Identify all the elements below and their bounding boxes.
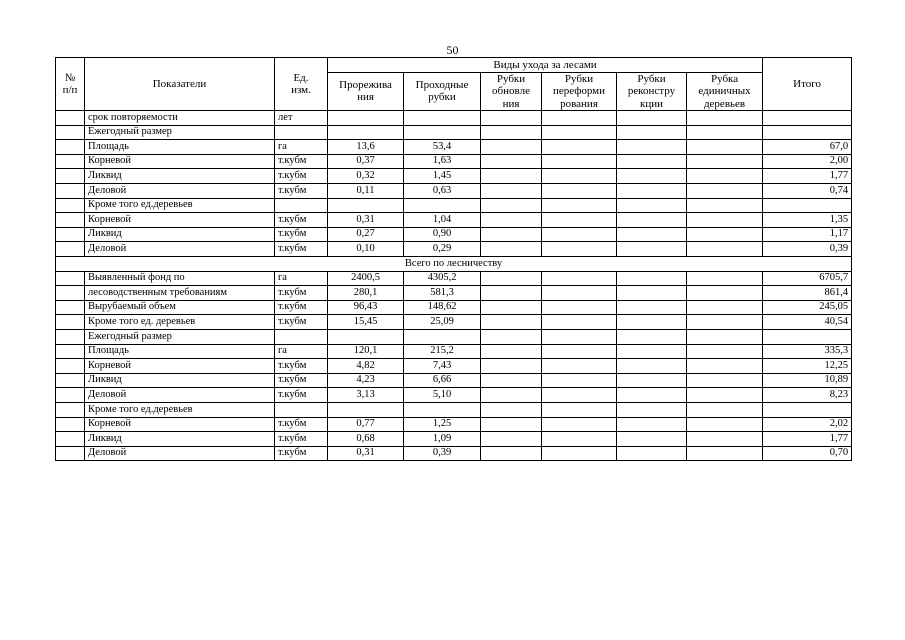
edinichnykh-value <box>687 198 763 213</box>
pereformirovaniya-value <box>542 242 617 257</box>
prokhodnye-value: 1,04 <box>404 213 481 228</box>
table-row <box>56 432 852 447</box>
obnovleniya-value <box>481 286 542 301</box>
row-number-cell <box>56 286 85 301</box>
row-number-cell <box>56 432 85 447</box>
table-row <box>56 111 852 126</box>
indicator-cell: Выявленный фонд по <box>85 271 275 286</box>
row-number-cell <box>56 213 85 228</box>
prorezhivaniya-value: 4,23 <box>328 373 404 388</box>
rekonstruktsii-value <box>617 344 687 359</box>
edinichnykh-value <box>687 446 763 461</box>
table-row <box>56 417 852 432</box>
edinichnykh-value <box>687 359 763 374</box>
pereformirovaniya-value <box>542 300 617 315</box>
unit-cell <box>275 125 328 140</box>
pereformirovaniya-value <box>542 140 617 155</box>
table-row <box>56 154 852 169</box>
prokhodnye-value: 1,45 <box>404 169 481 184</box>
edinichnykh-value <box>687 300 763 315</box>
rekonstruktsii-value <box>617 213 687 228</box>
pereformirovaniya-value <box>542 344 617 359</box>
row-number-cell <box>56 125 85 140</box>
edinichnykh-value <box>687 125 763 140</box>
pereformirovaniya-value <box>542 330 617 345</box>
obnovleniya-value <box>481 417 542 432</box>
table-row <box>56 213 852 228</box>
unit-cell: т.кубм <box>275 359 328 374</box>
unit-cell: га <box>275 271 328 286</box>
prorezhivaniya-value: 2400,5 <box>328 271 404 286</box>
prokhodnye-value: 1,25 <box>404 417 481 432</box>
table-row <box>56 388 852 403</box>
prorezhivaniya-value <box>328 330 404 345</box>
unit-cell: т.кубм <box>275 446 328 461</box>
obnovleniya-value <box>481 213 542 228</box>
header-pereformirovaniya: Рубки переформи рования <box>542 72 617 111</box>
obnovleniya-value <box>481 359 542 374</box>
edinichnykh-value <box>687 402 763 417</box>
rekonstruktsii-value <box>617 227 687 242</box>
table-row <box>56 227 852 242</box>
unit-cell <box>275 402 328 417</box>
total-value: 861,4 <box>763 286 852 301</box>
obnovleniya-value <box>481 140 542 155</box>
section-title: Всего по лесничеству <box>56 257 852 272</box>
total-value: 10,89 <box>763 373 852 388</box>
rekonstruktsii-value <box>617 300 687 315</box>
obnovleniya-value <box>481 373 542 388</box>
pereformirovaniya-value <box>542 432 617 447</box>
total-value <box>763 111 852 126</box>
unit-cell: га <box>275 140 328 155</box>
prokhodnye-value: 215,2 <box>404 344 481 359</box>
prokhodnye-value <box>404 111 481 126</box>
total-value: 2,00 <box>763 154 852 169</box>
prorezhivaniya-value: 0,77 <box>328 417 404 432</box>
indicator-cell: лесоводственным требованиям <box>85 286 275 301</box>
prorezhivaniya-value: 0,27 <box>328 227 404 242</box>
obnovleniya-value <box>481 315 542 330</box>
header-care-types: Виды ухода за лесами <box>328 58 763 73</box>
prokhodnye-value: 53,4 <box>404 140 481 155</box>
prokhodnye-value <box>404 330 481 345</box>
rekonstruktsii-value <box>617 154 687 169</box>
prorezhivaniya-value <box>328 198 404 213</box>
indicator-cell: Вырубаемый объем <box>85 300 275 315</box>
unit-cell: га <box>275 344 328 359</box>
prorezhivaniya-value: 0,31 <box>328 213 404 228</box>
indicator-cell: Корневой <box>85 154 275 169</box>
unit-cell: т.кубм <box>275 432 328 447</box>
prokhodnye-value: 4305,2 <box>404 271 481 286</box>
prorezhivaniya-value <box>328 125 404 140</box>
obnovleniya-value <box>481 344 542 359</box>
prokhodnye-value: 148,62 <box>404 300 481 315</box>
rekonstruktsii-value <box>617 111 687 126</box>
table-row <box>56 184 852 199</box>
prokhodnye-value: 0,39 <box>404 446 481 461</box>
pereformirovaniya-value <box>542 125 617 140</box>
total-value: 6705,7 <box>763 271 852 286</box>
obnovleniya-value <box>481 169 542 184</box>
total-value: 2,02 <box>763 417 852 432</box>
rekonstruktsii-value <box>617 286 687 301</box>
pereformirovaniya-value <box>542 446 617 461</box>
prokhodnye-value: 0,63 <box>404 184 481 199</box>
prokhodnye-value: 0,90 <box>404 227 481 242</box>
table-row <box>56 198 852 213</box>
pereformirovaniya-value <box>542 286 617 301</box>
header-num: № п/п <box>56 58 85 111</box>
rekonstruktsii-value <box>617 402 687 417</box>
edinichnykh-value <box>687 330 763 345</box>
total-value: 1,17 <box>763 227 852 242</box>
row-number-cell <box>56 359 85 374</box>
prorezhivaniya-value: 4,82 <box>328 359 404 374</box>
table-row <box>56 330 852 345</box>
total-value <box>763 402 852 417</box>
obnovleniya-value <box>481 125 542 140</box>
total-value: 0,74 <box>763 184 852 199</box>
indicator-cell: Ежегодный размер <box>85 125 275 140</box>
indicator-cell: Корневой <box>85 359 275 374</box>
unit-cell: т.кубм <box>275 417 328 432</box>
indicator-cell: Ликвид <box>85 227 275 242</box>
indicator-cell: Ежегодный размер <box>85 330 275 345</box>
rekonstruktsii-value <box>617 271 687 286</box>
edinichnykh-value <box>687 373 763 388</box>
edinichnykh-value <box>687 111 763 126</box>
page-number: 50 <box>446 43 459 57</box>
row-number-cell <box>56 344 85 359</box>
edinichnykh-value <box>687 286 763 301</box>
indicator-cell: срок повторяемости <box>85 111 275 126</box>
unit-cell: т.кубм <box>275 373 328 388</box>
row-number-cell <box>56 169 85 184</box>
table-row <box>56 125 852 140</box>
pereformirovaniya-value <box>542 402 617 417</box>
prorezhivaniya-value: 0,10 <box>328 242 404 257</box>
rekonstruktsii-value <box>617 140 687 155</box>
unit-cell: лет <box>275 111 328 126</box>
indicator-cell: Корневой <box>85 417 275 432</box>
edinichnykh-value <box>687 432 763 447</box>
row-number-cell <box>56 373 85 388</box>
prorezhivaniya-value: 120,1 <box>328 344 404 359</box>
prorezhivaniya-value: 280,1 <box>328 286 404 301</box>
header-indicators: Показатели <box>85 58 275 111</box>
pereformirovaniya-value <box>542 417 617 432</box>
unit-cell: т.кубм <box>275 300 328 315</box>
unit-cell: т.кубм <box>275 286 328 301</box>
forest-care-table <box>55 57 852 461</box>
row-number-cell <box>56 154 85 169</box>
prokhodnye-value <box>404 125 481 140</box>
total-value: 8,23 <box>763 388 852 403</box>
obnovleniya-value <box>481 446 542 461</box>
prokhodnye-value: 1,63 <box>404 154 481 169</box>
prorezhivaniya-value: 15,45 <box>328 315 404 330</box>
indicator-cell: Деловой <box>85 388 275 403</box>
row-number-cell <box>56 388 85 403</box>
unit-cell: т.кубм <box>275 169 328 184</box>
prorezhivaniya-value: 13,6 <box>328 140 404 155</box>
prokhodnye-value: 6,66 <box>404 373 481 388</box>
unit-cell <box>275 330 328 345</box>
rekonstruktsii-value <box>617 184 687 199</box>
section-row <box>56 257 852 272</box>
obnovleniya-value <box>481 300 542 315</box>
edinichnykh-value <box>687 315 763 330</box>
edinichnykh-value <box>687 213 763 228</box>
row-number-cell <box>56 184 85 199</box>
indicator-cell: Деловой <box>85 446 275 461</box>
row-number-cell <box>56 402 85 417</box>
indicator-cell: Площадь <box>85 140 275 155</box>
prokhodnye-value: 25,09 <box>404 315 481 330</box>
rekonstruktsii-value <box>617 125 687 140</box>
indicator-cell: Корневой <box>85 213 275 228</box>
prokhodnye-value: 5,10 <box>404 388 481 403</box>
table-row <box>56 344 852 359</box>
unit-cell: т.кубм <box>275 213 328 228</box>
obnovleniya-value <box>481 184 542 199</box>
row-number-cell <box>56 315 85 330</box>
rekonstruktsii-value <box>617 198 687 213</box>
row-number-cell <box>56 198 85 213</box>
row-number-cell <box>56 330 85 345</box>
edinichnykh-value <box>687 271 763 286</box>
prokhodnye-value: 0,29 <box>404 242 481 257</box>
indicator-cell: Ликвид <box>85 373 275 388</box>
prokhodnye-value: 1,09 <box>404 432 481 447</box>
prorezhivaniya-value: 3,13 <box>328 388 404 403</box>
row-number-cell <box>56 417 85 432</box>
header-unit: Ед. изм. <box>275 58 328 111</box>
pereformirovaniya-value <box>542 388 617 403</box>
indicator-cell: Деловой <box>85 242 275 257</box>
prorezhivaniya-value <box>328 111 404 126</box>
rekonstruktsii-value <box>617 432 687 447</box>
row-number-cell <box>56 300 85 315</box>
obnovleniya-value <box>481 198 542 213</box>
indicator-cell: Кроме того ед.деревьев <box>85 402 275 417</box>
pereformirovaniya-value <box>542 184 617 199</box>
total-value: 335,3 <box>763 344 852 359</box>
prorezhivaniya-value: 0,31 <box>328 446 404 461</box>
prorezhivaniya-value: 0,11 <box>328 184 404 199</box>
rekonstruktsii-value <box>617 315 687 330</box>
pereformirovaniya-value <box>542 227 617 242</box>
edinichnykh-value <box>687 227 763 242</box>
indicator-cell: Ликвид <box>85 432 275 447</box>
obnovleniya-value <box>481 330 542 345</box>
rekonstruktsii-value <box>617 373 687 388</box>
pereformirovaniya-value <box>542 154 617 169</box>
prokhodnye-value: 7,43 <box>404 359 481 374</box>
table-row <box>56 315 852 330</box>
rekonstruktsii-value <box>617 330 687 345</box>
unit-cell: т.кубм <box>275 242 328 257</box>
pereformirovaniya-value <box>542 359 617 374</box>
total-value: 0,39 <box>763 242 852 257</box>
rekonstruktsii-value <box>617 169 687 184</box>
pereformirovaniya-value <box>542 315 617 330</box>
edinichnykh-value <box>687 242 763 257</box>
header-total: Итого <box>763 58 852 111</box>
row-number-cell <box>56 271 85 286</box>
total-value <box>763 125 852 140</box>
total-value <box>763 330 852 345</box>
edinichnykh-value <box>687 140 763 155</box>
edinichnykh-value <box>687 154 763 169</box>
unit-cell: т.кубм <box>275 227 328 242</box>
header-obnovleniya: Рубки обновле ния <box>481 72 542 111</box>
indicator-cell: Деловой <box>85 184 275 199</box>
obnovleniya-value <box>481 242 542 257</box>
row-number-cell <box>56 111 85 126</box>
unit-cell <box>275 198 328 213</box>
pereformirovaniya-value <box>542 271 617 286</box>
header-rekonstruktsii: Рубки реконстру кции <box>617 72 687 111</box>
indicator-cell: Кроме того ед.деревьев <box>85 198 275 213</box>
unit-cell: т.кубм <box>275 388 328 403</box>
rekonstruktsii-value <box>617 388 687 403</box>
table-row <box>56 373 852 388</box>
total-value: 67,0 <box>763 140 852 155</box>
unit-cell: т.кубм <box>275 154 328 169</box>
prokhodnye-value <box>404 402 481 417</box>
rekonstruktsii-value <box>617 242 687 257</box>
table-row <box>56 402 852 417</box>
header-prokhodnye: Проходные рубки <box>404 72 481 111</box>
edinichnykh-value <box>687 388 763 403</box>
row-number-cell <box>56 140 85 155</box>
indicator-cell: Ликвид <box>85 169 275 184</box>
prorezhivaniya-value: 96,43 <box>328 300 404 315</box>
obnovleniya-value <box>481 154 542 169</box>
header-prorezhivaniya: Прорежива ния <box>328 72 404 111</box>
total-value: 1,35 <box>763 213 852 228</box>
edinichnykh-value <box>687 184 763 199</box>
pereformirovaniya-value <box>542 213 617 228</box>
row-number-cell <box>56 227 85 242</box>
total-value <box>763 198 852 213</box>
table-row <box>56 271 852 286</box>
rekonstruktsii-value <box>617 359 687 374</box>
table-row <box>56 140 852 155</box>
obnovleniya-value <box>481 402 542 417</box>
prokhodnye-value <box>404 198 481 213</box>
total-value: 40,54 <box>763 315 852 330</box>
row-number-cell <box>56 446 85 461</box>
table-row <box>56 286 852 301</box>
obnovleniya-value <box>481 227 542 242</box>
indicator-cell: Площадь <box>85 344 275 359</box>
total-value: 245,05 <box>763 300 852 315</box>
obnovleniya-value <box>481 271 542 286</box>
prokhodnye-value: 581,3 <box>404 286 481 301</box>
obnovleniya-value <box>481 432 542 447</box>
prorezhivaniya-value <box>328 402 404 417</box>
row-number-cell <box>56 242 85 257</box>
pereformirovaniya-value <box>542 111 617 126</box>
edinichnykh-value <box>687 169 763 184</box>
total-value: 0,70 <box>763 446 852 461</box>
table-row <box>56 242 852 257</box>
obnovleniya-value <box>481 388 542 403</box>
edinichnykh-value <box>687 417 763 432</box>
pereformirovaniya-value <box>542 169 617 184</box>
header-edinichnykh: Рубка единичных деревьев <box>687 72 763 111</box>
obnovleniya-value <box>481 111 542 126</box>
table-row <box>56 446 852 461</box>
total-value: 1,77 <box>763 169 852 184</box>
prorezhivaniya-value: 0,68 <box>328 432 404 447</box>
header-row-1 <box>56 58 852 73</box>
table-row <box>56 169 852 184</box>
table-row <box>56 359 852 374</box>
total-value: 1,77 <box>763 432 852 447</box>
unit-cell: т.кубм <box>275 184 328 199</box>
rekonstruktsii-value <box>617 446 687 461</box>
total-value: 12,25 <box>763 359 852 374</box>
edinichnykh-value <box>687 344 763 359</box>
unit-cell: т.кубм <box>275 315 328 330</box>
pereformirovaniya-value <box>542 198 617 213</box>
table-row <box>56 300 852 315</box>
prorezhivaniya-value: 0,32 <box>328 169 404 184</box>
indicator-cell: Кроме того ед. деревьев <box>85 315 275 330</box>
pereformirovaniya-value <box>542 373 617 388</box>
rekonstruktsii-value <box>617 417 687 432</box>
prorezhivaniya-value: 0,37 <box>328 154 404 169</box>
